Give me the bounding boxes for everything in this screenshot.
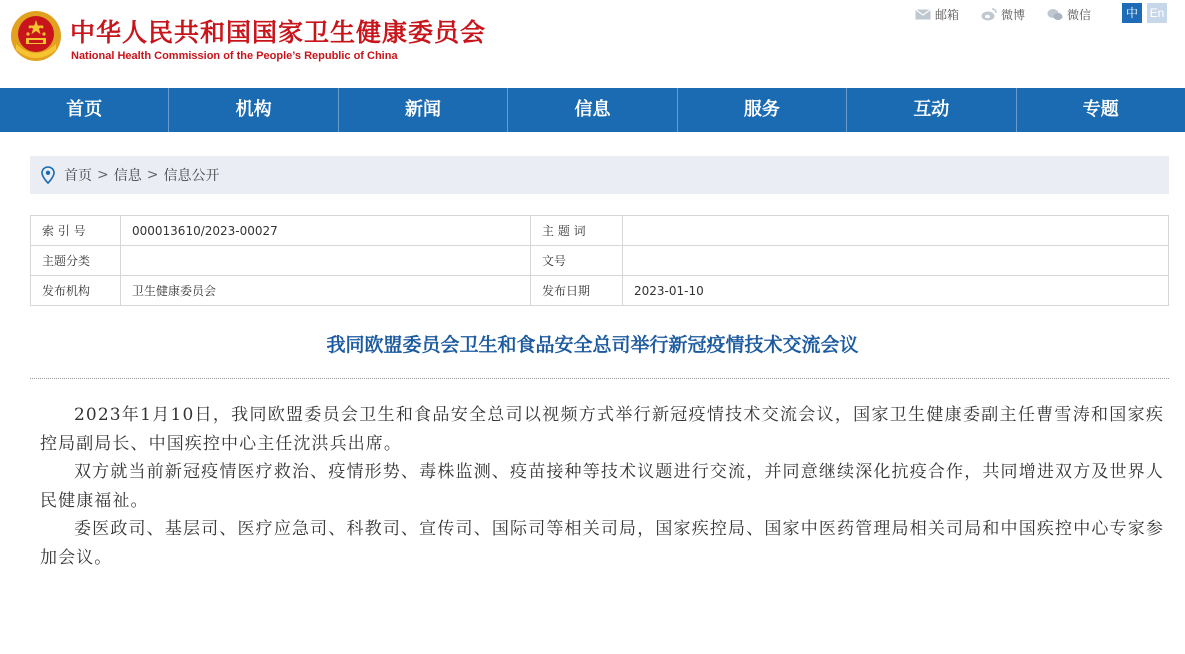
nav-news[interactable]: 新闻 (339, 88, 508, 132)
mail-link-label: 邮箱 (934, 8, 959, 22)
site-title: 中华人民共和国国家卫生健康委员会 (70, 18, 487, 47)
weibo-link-label: 微博 (1000, 8, 1025, 22)
breadcrumb (30, 156, 1169, 194)
meta-label-index: 索 引 号 (31, 216, 121, 246)
meta-value-keywords (623, 216, 1169, 246)
table-row (31, 246, 1169, 276)
nav-services[interactable]: 服务 (678, 88, 847, 132)
breadcrumb-home[interactable]: 首页 (64, 168, 92, 184)
article-paragraph: 2023年1月10日，我同欧盟委员会卫生和食品安全总司以视频方式举行新冠疫情技术交流会议，国家卫生健康委副主任曹雪涛和国家疾控局副局长、中国疾控中心主任沈洪兵出席。 (40, 405, 1164, 454)
meta-value-index: 000013610/2023-00027 (121, 216, 531, 246)
location-pin-icon (41, 166, 55, 184)
nav-organization[interactable]: 机构 (169, 88, 338, 132)
top-links (915, 6, 1091, 23)
breadcrumb-information[interactable]: 信息 (113, 168, 142, 184)
national-emblem-logo[interactable] (10, 10, 62, 62)
breadcrumb-disclosure[interactable]: 信息公开 (163, 168, 220, 184)
meta-label-category: 主题分类 (31, 246, 121, 276)
meta-value-publisher: 卫生健康委员会 (121, 276, 531, 306)
wechat-link-label: 微信 (1066, 8, 1091, 22)
site-subtitle: National Health Commission of the People’s Republic of China (71, 50, 398, 62)
table-row (31, 276, 1169, 306)
weibo-icon (981, 8, 997, 21)
meta-label-publisher: 发布机构 (31, 276, 121, 306)
meta-value-category (121, 246, 531, 276)
nav-interaction[interactable]: 互动 (847, 88, 1016, 132)
lang-en-button[interactable]: En (1147, 3, 1167, 23)
meta-value-doc-number (623, 246, 1169, 276)
breadcrumb-separator: > (146, 167, 159, 183)
nav-information[interactable]: 信息 (508, 88, 677, 132)
nav-home[interactable]: 首页 (0, 88, 169, 132)
meta-label-keywords: 主 题 词 (531, 216, 623, 246)
lang-zh-button[interactable]: 中 (1122, 3, 1142, 23)
article-paragraph: 委医政司、基层司、医疗应急司、科教司、宣传司、国际司等相关司局，国家疾控局、国家中医药管理局相关司局和中国疾控中心专家参加会议。 (40, 519, 1164, 568)
meta-value-date: 2023-01-10 (623, 276, 1169, 306)
nav-topics[interactable]: 专题 (1082, 99, 1119, 120)
site-header (0, 0, 1185, 88)
meta-label-doc-number: 文号 (531, 246, 623, 276)
mail-link[interactable] (915, 6, 959, 23)
article-title: 我同欧盟委员会卫生和食品安全总司举行新冠疫情技术交流会议 (326, 334, 859, 356)
article-paragraph: 双方就当前新冠疫情医疗救治、疫情形势、毒株监测、疫苗接种等技术议题进行交流，并同意继续深化抗疫合作，共同增进双方及世界人民健康福祉。 (40, 462, 1164, 511)
title-divider (30, 378, 1169, 379)
mail-icon (915, 9, 931, 20)
meta-label-date: 发布日期 (531, 276, 623, 306)
weibo-link[interactable] (981, 6, 1025, 23)
document-meta-table (30, 215, 1169, 306)
main-nav (0, 88, 1185, 132)
breadcrumb-separator: > (97, 167, 109, 183)
wechat-icon (1047, 8, 1063, 21)
table-row (31, 216, 1169, 246)
article-body (40, 401, 1164, 572)
wechat-link[interactable] (1047, 6, 1091, 23)
